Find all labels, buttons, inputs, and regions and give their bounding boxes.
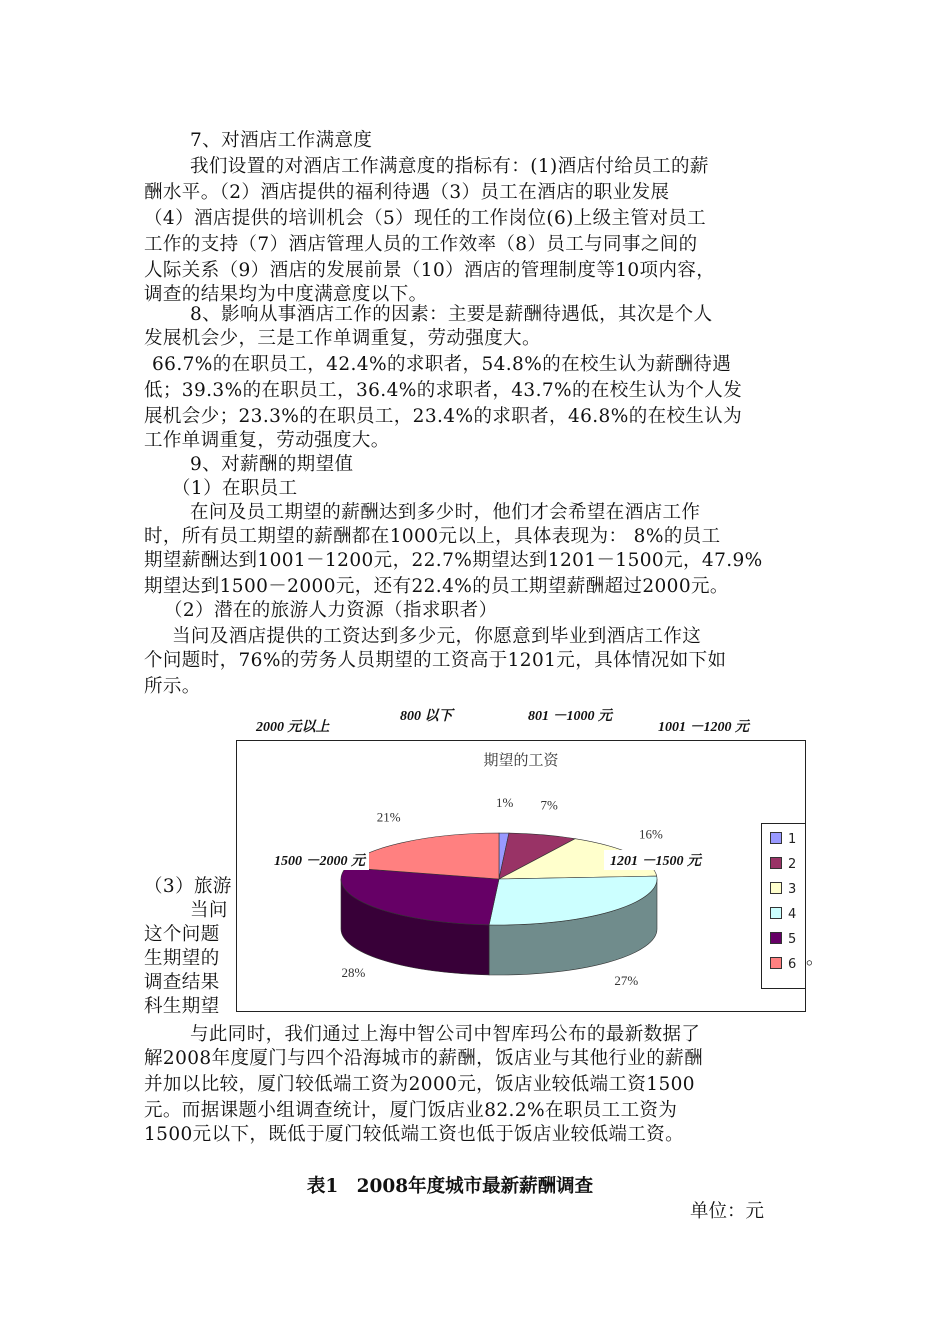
paragraph-line: 展机会少；23.3%的在职员工，23.4%的求职者，46.8%的在校生认为 <box>144 406 743 427</box>
pie-value-label: 1% <box>495 795 514 811</box>
legend-label: 2 <box>788 857 797 872</box>
legend-item <box>770 932 796 947</box>
pie-value-label: 28% <box>341 964 366 980</box>
subsection-heading: （1）在职员工 <box>172 478 298 499</box>
callout-label: 1201 －1500 元 <box>604 850 707 870</box>
paragraph-line: 个问题时，76%的劳务人员期望的工资高于1201元，具体情况如下如 <box>144 650 727 671</box>
pie-value-label: 7% <box>540 797 558 813</box>
callout-label: 1500 －2000 元 <box>270 850 369 870</box>
legend-label: 1 <box>788 832 797 847</box>
legend-label: 5 <box>788 932 797 947</box>
chart-title: 期望的工资 <box>483 751 559 769</box>
paragraph-line: 人际关系（9）酒店的发展前景（10）酒店的管理制度等10项内容， <box>144 260 716 281</box>
hidden-fragment: 。 <box>806 948 825 969</box>
legend-label: 3 <box>788 882 797 897</box>
pie-chart <box>236 740 806 1012</box>
legend-item <box>770 832 796 847</box>
pie-chart-svg <box>237 741 757 1011</box>
hidden-fragment: 当问 <box>190 900 228 921</box>
paragraph-line: 工作单调重复，劳动强度大。 <box>144 430 390 451</box>
legend-swatch <box>770 907 782 919</box>
legend-item <box>770 882 796 897</box>
legend-swatch <box>770 957 782 969</box>
paragraph-line: 在问及员工期望的薪酬达到多少时，他们才会希望在酒店工作 <box>190 502 701 523</box>
section-9-heading: 9、对薪酬的期望值 <box>190 454 354 475</box>
legend-swatch <box>770 882 782 894</box>
legend-swatch <box>770 857 782 869</box>
section-7-heading: 7、对酒店工作满意度 <box>190 130 373 151</box>
paragraph-line: 酬水平。（2）酒店提供的福利待遇（3）员工在酒店的职业发展 <box>144 182 670 203</box>
legend-label: 4 <box>788 907 797 922</box>
pie-value-label: 16% <box>639 826 663 842</box>
callout-label: 2000 元以上 <box>256 716 330 736</box>
callout-label: 1001 －1200 元 <box>652 716 755 736</box>
table-caption: 表1 2008年度城市最新薪酬调查 <box>306 1176 594 1197</box>
legend-item <box>770 907 796 922</box>
pie-value-label: 21% <box>376 809 401 825</box>
paragraph-line: 并加以比较，厦门较低端工资为2000元，饭店业较低端工资1500 <box>144 1074 695 1095</box>
hidden-fragment: 生期望的 <box>144 948 220 969</box>
paragraph-line: 工作的支持（7）酒店管理人员的工作效率（8）员工与同事之间的 <box>144 234 698 255</box>
paragraph-line: 当问及酒店提供的工资达到多少元，你愿意到毕业到酒店工作这 <box>172 626 702 647</box>
legend-label: 6 <box>788 957 797 972</box>
paragraph-line: 解2008年度厦门与四个沿海城市的薪酬，饭店业与其他行业的薪酬 <box>144 1048 703 1069</box>
paragraph-line: 所示。 <box>144 676 201 697</box>
paragraph-line: 时，所有员工期望的薪酬都在1000元以上，具体表现为： 8%的员工 <box>144 526 721 547</box>
paragraph-line: 1500元以下，既低于厦门较低端工资也低于饭店业较低端工资。 <box>144 1124 685 1145</box>
paragraph-line: 期望薪酬达到1001－1200元，22.7%期望达到1201－1500元，47.9% <box>144 550 763 571</box>
paragraph-line: 发展机会少，三是工作单调重复，劳动强度大。 <box>144 328 541 349</box>
paragraph-line: 我们设置的对酒店工作满意度的指标有：(1)酒店付给员工的薪 <box>190 156 709 177</box>
legend-swatch <box>770 932 782 944</box>
paragraph-line: 期望达到1500－2000元，还有22.4%的员工期望薪酬超过2000元。 <box>144 576 729 597</box>
paragraph-line: 与此同时，我们通过上海中智公司中智库玛公布的最新数据了 <box>190 1024 701 1045</box>
chart-legend <box>761 823 806 989</box>
hidden-fragment: 调查结果 <box>144 972 220 993</box>
paragraph-line: 调查的结果均为中度满意度以下。 <box>144 284 428 305</box>
legend-swatch <box>770 832 782 844</box>
pie-value-label: 27% <box>614 973 639 989</box>
legend-item <box>770 957 796 972</box>
paragraph-line: （4）酒店提供的培训机会（5）现任的工作岗位(6)上级主管对员工 <box>144 208 707 229</box>
hidden-fragment: 科生期望 <box>144 996 220 1017</box>
unit-label: 单位：元 <box>690 1201 765 1222</box>
paragraph-line: 低；39.3%的在职员工，36.4%的求职者，43.7%的在校生认为个人发 <box>144 380 743 401</box>
paragraph-line: 66.7%的在职员工，42.4%的求职者，54.8%的在校生认为薪酬待遇 <box>152 354 732 375</box>
legend-item <box>770 857 796 872</box>
hidden-fragment: 这个问题 <box>144 924 220 945</box>
section-8-heading: 8、影响从事酒店工作的因素：主要是薪酬待遇低，其次是个人 <box>190 304 713 325</box>
subsection-heading: （2）潜在的旅游人力资源（指求职者） <box>164 600 498 621</box>
paragraph-line: 元。而据课题小组调查统计，厦门饭店业82.2%在职员工工资为 <box>144 1100 678 1121</box>
callout-label: 800 以下 <box>400 705 453 725</box>
hidden-fragment: （3）旅游 <box>144 876 232 897</box>
callout-label: 801 －1000 元 <box>528 705 612 725</box>
